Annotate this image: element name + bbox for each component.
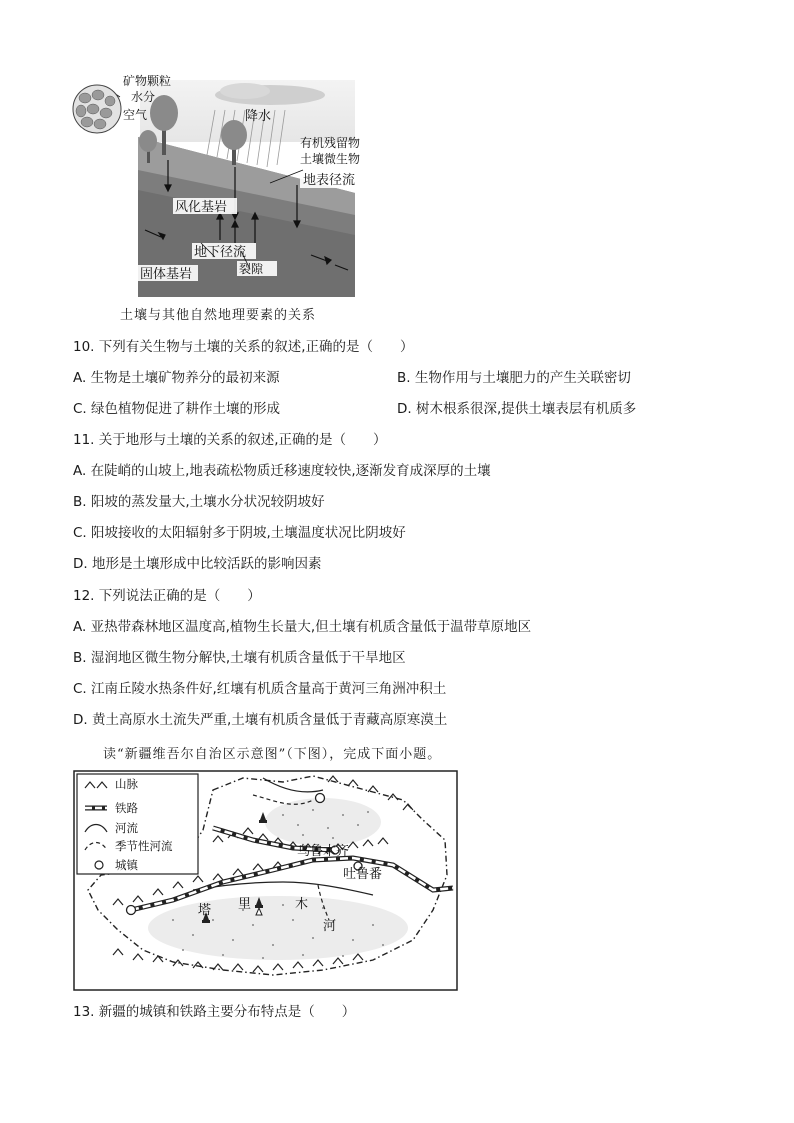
- label-microbe: 土壤微生物: [300, 152, 361, 166]
- label-fissure: 裂隙: [239, 262, 264, 276]
- legend-town: 城镇: [115, 858, 138, 872]
- legend-seasonal-river: 季节性河流: [115, 839, 173, 853]
- question-10-option-c: C. 绿色植物促进了耕作土壤的形成: [73, 401, 281, 417]
- legend-river: 河流: [115, 821, 138, 835]
- question-13-stem: 13. 新疆的城镇和铁路主要分布特点是（ ）: [73, 1004, 356, 1020]
- label-rain: 降水: [245, 109, 272, 124]
- label-water: 水分: [131, 90, 156, 104]
- label-surface-runoff: 地表径流: [303, 173, 356, 188]
- label-solid-rock: 固体基岩: [140, 267, 193, 282]
- soil-relationship-diagram: [65, 65, 365, 300]
- question-11-option-b: B. 阳坡的蒸发量大,土壤水分状况较阴坡好: [73, 494, 325, 510]
- question-11-option-c: C. 阳坡接收的太阳辐射多于阴坡,土壤温度状况比阴坡好: [73, 525, 406, 541]
- question-12-stem: 12. 下列说法正确的是（ ）: [73, 588, 261, 604]
- question-11-option-a: A. 在陡峭的山坡上,地表疏松物质迁移速度较快,逐渐发育成深厚的土壤: [73, 463, 491, 479]
- city-urumqi: 乌鲁木齐: [297, 844, 350, 859]
- city-turpan: 吐鲁番: [343, 867, 383, 882]
- question-12-option-c: C. 江南丘陵水热条件好,红壤有机质含量高于黄河三角洲冲积土: [73, 681, 447, 697]
- figure-caption: 土壤与其他自然地理要素的关系: [120, 308, 317, 323]
- river-char-li: 里: [238, 897, 252, 912]
- question-12-option-a: A. 亚热带森林地区温度高,植物生长量大,但土壤有机质含量低于温带草原地区: [73, 619, 532, 635]
- river-char-he: 河: [323, 919, 337, 934]
- legend-mountain: 山脉: [115, 777, 138, 791]
- question-10-option-a: A. 生物是土壤矿物养分的最初来源: [73, 370, 280, 386]
- label-underground-runoff: 地下径流: [194, 245, 247, 260]
- legend-railway: 铁路: [115, 801, 138, 815]
- question-12-option-d: D. 黄土高原水土流失严重,土壤有机质含量低于青藏高原寒漠土: [73, 712, 448, 728]
- map-intro-text: 读“新疆维吾尔自治区示意图”（下图），完成下面小题。: [103, 747, 442, 762]
- question-10-option-d: D. 树木根系很深,提供土壤表层有机质多: [397, 401, 637, 417]
- xinjiang-map: [73, 770, 458, 992]
- river-char-ta: 塔: [198, 903, 212, 918]
- label-organic: 有机残留物: [300, 136, 361, 150]
- label-weathered-rock: 风化基岩: [175, 200, 228, 215]
- question-11-option-d: D. 地形是土壤形成中比较活跃的影响因素: [73, 556, 322, 572]
- question-10-option-b: B. 生物作用与土壤肥力的产生关联密切: [397, 370, 631, 386]
- label-air: 空气: [123, 108, 148, 122]
- question-11-stem: 11. 关于地形与土壤的关系的叙述,正确的是（ ）: [73, 432, 387, 448]
- question-12-option-b: B. 湿润地区微生物分解快,土壤有机质含量低于干旱地区: [73, 650, 406, 666]
- river-char-mu: 木: [295, 897, 309, 912]
- label-mineral: 矿物颗粒: [123, 74, 172, 88]
- question-10-stem: 10. 下列有关生物与土壤的关系的叙述,正确的是（ ）: [73, 339, 414, 355]
